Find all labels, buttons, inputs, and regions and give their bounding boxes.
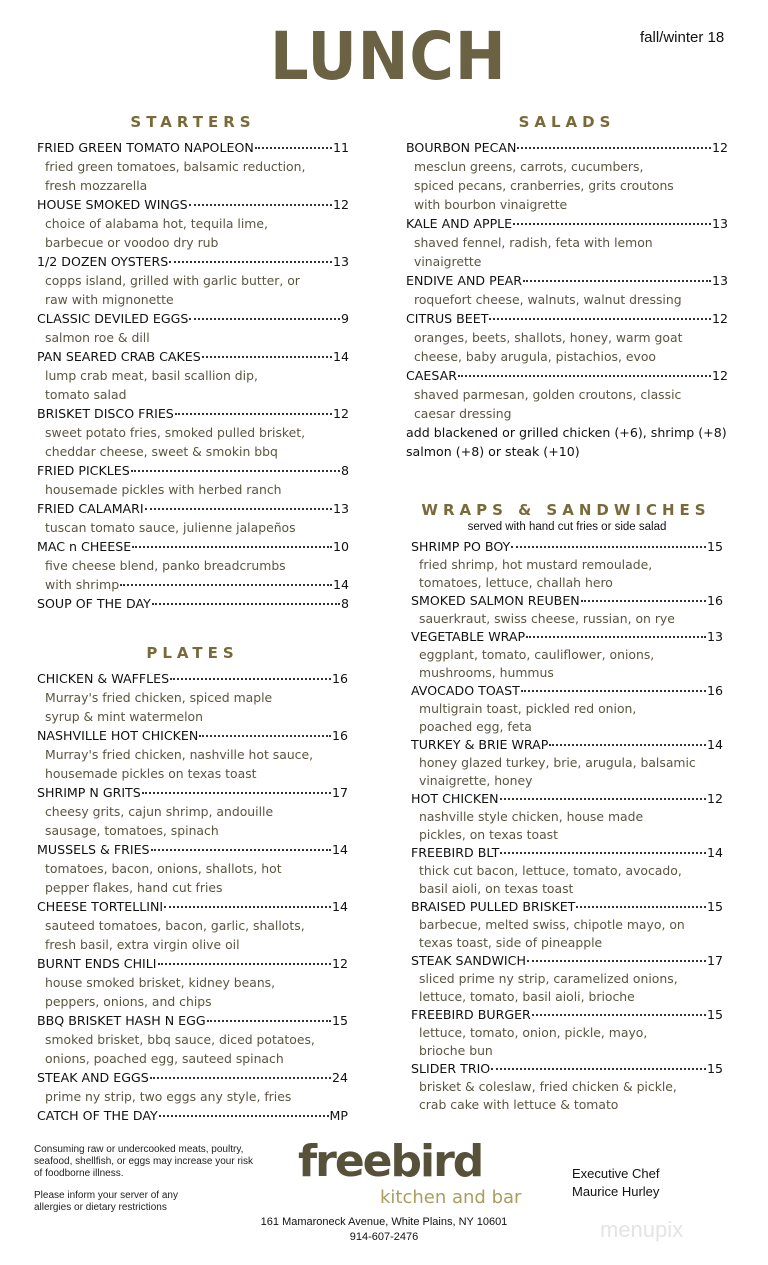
item-description: choice of alabama hot, tequila lime, (45, 216, 268, 231)
phone: 914-607-2476 (349, 1231, 419, 1243)
item-description: mushrooms, hummus (419, 665, 554, 680)
menu-item (411, 736, 723, 790)
item-line (411, 1006, 723, 1024)
item-price: 16 (331, 671, 348, 686)
item-line (37, 840, 348, 859)
menu-item (37, 1068, 348, 1106)
item-price: 12 (711, 311, 728, 326)
menu-item (37, 499, 349, 537)
dot-leader (142, 792, 331, 794)
item-price: 12 (331, 956, 348, 971)
food-warning: Consuming raw or undercooked meats, poultry, seafood, shellfish, or eggs may increase your risk of foodborne illness. (34, 1144, 253, 1179)
item-name: FRIED GREEN TOMATO NAPOLEON (37, 140, 254, 155)
item-description: sausage, tomatoes, spinach (45, 823, 219, 838)
item-price: 15 (706, 539, 723, 554)
item-description: syrup & mint watermelon (45, 709, 203, 724)
dot-leader (145, 508, 332, 510)
item-name: BRISKET DISCO FRIES (37, 406, 174, 421)
dot-leader (132, 546, 332, 548)
item-description: sweet potato fries, smoked pulled brisket, (45, 425, 306, 440)
item-price: 15 (706, 899, 723, 914)
item-description: vinaigrette (414, 254, 482, 269)
item-description: onions, poached egg, sauteed spinach (45, 1051, 284, 1066)
item-description: prime ny strip, two eggs any style, fries (45, 1089, 292, 1104)
item-description: lettuce, tomato, basil aioli, brioche (419, 989, 635, 1004)
item-line (406, 366, 728, 385)
dot-leader (151, 849, 331, 851)
menu-item (37, 537, 349, 575)
chef-credit (572, 1165, 659, 1201)
section-heading: PLATES (146, 644, 239, 662)
item-name: SHRIMP PO BOY (411, 539, 511, 554)
item-line (37, 309, 349, 328)
item-name: CAESAR (406, 368, 457, 383)
menu-item (37, 575, 349, 594)
dot-leader (170, 678, 331, 680)
item-price: 12 (711, 140, 728, 155)
item-name: FRIED CALAMARI (37, 501, 144, 516)
item-description: basil aioli, on texas toast (419, 881, 574, 896)
item-description: lettuce, tomato, onion, pickle, mayo, (419, 1025, 648, 1040)
item-name: MAC n CHEESE (37, 539, 132, 554)
watermark: menupix (600, 1217, 684, 1242)
item-description: brioche bun (419, 1043, 493, 1058)
section-heading: WRAPS & SANDWICHES (421, 501, 711, 519)
item-description: copps island, grilled with garlic butter, or (45, 273, 300, 288)
item-price: 8 (340, 596, 349, 611)
menu-item (37, 897, 348, 954)
menu-item (37, 195, 349, 252)
item-description: Murray's fried chicken, spiced maple (45, 690, 273, 705)
item-price: 12 (711, 368, 728, 383)
item-description: house smoked brisket, kidney beans, (45, 975, 276, 990)
item-name: NASHVILLE HOT CHICKEN (37, 728, 199, 743)
dot-leader (199, 735, 331, 737)
item-description: barbecue or voodoo dry rub (45, 235, 219, 250)
menu-item (406, 366, 728, 423)
item-line (411, 790, 723, 808)
dot-leader (576, 906, 706, 908)
dot-leader (207, 1020, 331, 1022)
menu-item (406, 309, 728, 366)
dot-leader (526, 636, 706, 638)
item-price: 12 (706, 791, 723, 806)
item-name: STEAK AND EGGS (37, 1070, 149, 1085)
item-name: BOURBON PECAN (406, 140, 517, 155)
item-description: spiced pecans, cranberries, grits croutons (414, 178, 674, 193)
item-description: sauerkraut, swiss cheese, russian, on rye (419, 611, 675, 626)
dot-leader (255, 147, 332, 149)
item-price: 14 (332, 349, 349, 364)
menu-item (411, 538, 723, 592)
item-price: 8 (340, 463, 349, 478)
item-description: cheese, baby arugula, pistachios, evoo (414, 349, 656, 364)
item-line (37, 347, 349, 366)
dot-leader (159, 1115, 329, 1117)
item-description: sauteed tomatoes, bacon, garlic, shallots, (45, 918, 305, 933)
item-line (37, 537, 349, 556)
item-line (37, 669, 348, 688)
item-description: texas toast, side of pineapple (419, 935, 603, 950)
item-description: fried green tomatoes, balsamic reduction, (45, 159, 306, 174)
menu-item (411, 1006, 723, 1060)
dot-leader (523, 280, 711, 282)
item-name: HOT CHICKEN (411, 791, 499, 806)
item-price: 12 (332, 197, 349, 212)
item-line (406, 309, 728, 328)
item-description: cheddar cheese, sweet & smokin bbq (45, 444, 278, 459)
item-name: SOUP OF THE DAY (37, 596, 151, 611)
item-name: CHICKEN & WAFFLES (37, 671, 170, 686)
menu-item (37, 1106, 348, 1125)
item-price: 16 (331, 728, 348, 743)
menu-item (37, 347, 349, 404)
item-description: housemade pickles on texas toast (45, 766, 257, 781)
section-heading: SALADS (518, 113, 616, 131)
item-description: poached egg, feta (419, 719, 532, 734)
item-description: crab cake with lettuce & tomato (419, 1097, 619, 1112)
item-line (406, 271, 728, 290)
menu-item (37, 404, 349, 461)
item-line (411, 592, 723, 610)
menu-item (406, 138, 728, 214)
menu-item (37, 138, 349, 195)
chef-title: Executive Chef (572, 1166, 660, 1181)
menu-item (411, 1060, 723, 1114)
item-line (37, 783, 348, 802)
item-name: CHEESE TORTELLINI (37, 899, 164, 914)
dot-leader (532, 1014, 706, 1016)
dot-leader (517, 147, 711, 149)
item-description: Murray's fried chicken, nashville hot sauce, (45, 747, 314, 762)
item-line (411, 898, 723, 916)
dot-leader (189, 204, 332, 206)
item-line (37, 1106, 348, 1125)
dot-leader (120, 584, 332, 586)
item-description: tomato salad (45, 387, 127, 402)
item-line (37, 252, 349, 271)
item-name: CATCH OF THE DAY (37, 1108, 158, 1123)
item-name: TURKEY & BRIE WRAP (411, 737, 549, 752)
item-line (37, 1068, 348, 1087)
item-line (37, 954, 348, 973)
menu-item (37, 669, 348, 726)
dot-leader (489, 318, 711, 320)
item-description: housemade pickles with herbed ranch (45, 482, 282, 497)
item-price: 12 (332, 406, 349, 421)
item-name: VEGETABLE WRAP (411, 629, 526, 644)
item-line (37, 897, 348, 916)
logo: freebird (298, 1136, 483, 1187)
dot-leader (131, 470, 340, 472)
item-price: 17 (706, 953, 723, 968)
menu-item (411, 682, 723, 736)
item-line (411, 682, 723, 700)
item-price: 15 (331, 1013, 348, 1028)
item-description: five cheese blend, panko breadcrumbs (45, 558, 286, 573)
item-line (37, 461, 349, 480)
dot-leader (202, 356, 332, 358)
menu-item (37, 252, 349, 309)
item-line (406, 138, 728, 157)
item-line (37, 404, 349, 423)
wraps-section (411, 500, 723, 1114)
item-name: SLIDER TRIO (411, 1061, 491, 1076)
item-line (406, 214, 728, 233)
menu-item (411, 952, 723, 1006)
page-title: LUNCH (270, 18, 507, 95)
dot-leader (169, 261, 332, 263)
dot-leader (458, 375, 711, 377)
item-price: 16 (706, 683, 723, 698)
item-price: 14 (706, 845, 723, 860)
address: 161 Mamaroneck Avenue, White Plains, NY 10601 (260, 1216, 508, 1228)
item-name: SHRIMP N GRITS (37, 785, 141, 800)
menu-item (37, 461, 349, 499)
allergy-notice: Please inform your server of any allergies or dietary restrictions (34, 1190, 178, 1213)
item-name: ENDIVE AND PEAR (406, 273, 523, 288)
dot-leader (189, 318, 340, 320)
item-description: honey glazed turkey, brie, arugula, balsamic (419, 755, 696, 770)
item-price: 24 (331, 1070, 348, 1085)
dot-leader (521, 690, 706, 692)
item-line (411, 538, 723, 556)
item-description: shaved fennel, radish, feta with lemon (414, 235, 653, 250)
item-line (411, 628, 723, 646)
dot-leader (158, 963, 331, 965)
dot-leader (513, 223, 711, 225)
dot-leader (175, 413, 332, 415)
item-description: sliced prime ny strip, caramelized onions, (419, 971, 678, 986)
item-description: eggplant, tomato, cauliflower, onions, (419, 647, 655, 662)
item-price: 15 (706, 1061, 723, 1076)
menu-item (37, 309, 349, 347)
item-name: CLASSIC DEVILED EGGS (37, 311, 189, 326)
dot-leader (500, 798, 706, 800)
item-name: SMOKED SALMON REUBEN (411, 593, 580, 608)
dot-leader (491, 1068, 706, 1070)
item-description: barbecue, melted swiss, chipotle mayo, on (419, 917, 685, 932)
item-price: 14 (332, 577, 349, 592)
dot-leader (549, 744, 706, 746)
dot-leader (511, 546, 706, 548)
item-name: CITRUS BEET (406, 311, 489, 326)
dot-leader (150, 1077, 331, 1079)
item-description: fresh basil, extra virgin olive oil (45, 937, 240, 952)
item-price: 9 (340, 311, 349, 326)
item-description: brisket & coleslaw, fried chicken & pickle, (419, 1079, 677, 1094)
menu-item (411, 628, 723, 682)
item-price: 13 (332, 501, 349, 516)
item-description: vinaigrette, honey (419, 773, 533, 788)
item-line (37, 726, 348, 745)
item-description: tomatoes, bacon, onions, shallots, hot (45, 861, 282, 876)
item-name: STEAK SANDWICH (411, 953, 526, 968)
item-line (411, 952, 723, 970)
dot-leader (152, 603, 340, 605)
item-name: AVOCADO TOAST (411, 683, 520, 698)
menu-item (37, 954, 348, 1011)
item-description: thick cut bacon, lettuce, tomato, avocado, (419, 863, 682, 878)
item-price: 13 (706, 629, 723, 644)
item-description: pepper flakes, hand cut fries (45, 880, 223, 895)
chef-name: Maurice Hurley (572, 1184, 660, 1199)
starters-section (37, 112, 349, 613)
item-name: HOUSE SMOKED WINGS (37, 197, 188, 212)
item-price: 14 (331, 899, 348, 914)
item-description: tomatoes, lettuce, challah hero (419, 575, 613, 590)
item-name: 1/2 DOZEN OYSTERS (37, 254, 169, 269)
item-description: smoked brisket, bbq sauce, diced potatoes, (45, 1032, 315, 1047)
item-line (411, 1060, 723, 1078)
item-name: FRIED PICKLES (37, 463, 130, 478)
item-description: shaved parmesan, golden croutons, classic (414, 387, 682, 402)
item-line (37, 594, 349, 613)
item-line (37, 195, 349, 214)
item-description: nashville style chicken, house made (419, 809, 644, 824)
item-price: 11 (332, 140, 349, 155)
item-price: 17 (331, 785, 348, 800)
dot-leader (581, 600, 706, 602)
section-subtitle: served with hand cut fries or side salad (467, 521, 667, 533)
item-description: mesclun greens, carrots, cucumbers, (414, 159, 644, 174)
item-line (37, 138, 349, 157)
item-description: peppers, onions, and chips (45, 994, 212, 1009)
menu-item (37, 1011, 348, 1068)
item-description: tuscan tomato sauce, julienne jalapeños (45, 520, 296, 535)
dot-leader (164, 906, 331, 908)
item-description: raw with mignonette (45, 292, 174, 307)
item-line (411, 736, 723, 754)
menu-item (37, 594, 349, 613)
season-label: fall/winter 18 (640, 29, 725, 46)
menu-item (411, 790, 723, 844)
item-name: KALE AND APPLE (406, 216, 513, 231)
item-name: FREEBIRD BURGER (411, 1007, 531, 1022)
item-description: with bourbon vinaigrette (414, 197, 568, 212)
salads-section (406, 112, 728, 461)
item-name: FREEBIRD BLT (411, 845, 500, 860)
salad-addons-note: add blackened or grilled chicken (+6), shrimp (+8) salmon (+8) or steak (+10) (406, 425, 727, 459)
item-description: fresh mozzarella (45, 178, 148, 193)
item-price: 13 (332, 254, 349, 269)
logo-subtitle: kitchen and bar (380, 1187, 522, 1208)
menu-item (37, 840, 348, 897)
menu-item (37, 726, 348, 783)
item-description: cheesy grits, cajun shrimp, andouille (45, 804, 274, 819)
item-description: pickles, on texas toast (419, 827, 558, 842)
item-description: salmon roe & dill (45, 330, 150, 345)
item-price: 14 (706, 737, 723, 752)
item-name: BBQ BRISKET HASH N EGG (37, 1013, 206, 1028)
item-description: caesar dressing (414, 406, 512, 421)
section-heading: STARTERS (130, 113, 256, 131)
item-description: multigrain toast, pickled red onion, (419, 701, 637, 716)
item-line (37, 1011, 348, 1030)
item-description: fried shrimp, hot mustard remoulade, (419, 557, 653, 572)
item-price: MP (329, 1108, 348, 1123)
item-description: oranges, beets, shallots, honey, warm goat (414, 330, 683, 345)
item-description: roquefort cheese, walnuts, walnut dressing (414, 292, 682, 307)
item-name: BRAISED PULLED BRISKET (411, 899, 576, 914)
dot-leader (527, 960, 706, 962)
item-name: PAN SEARED CRAB CAKES (37, 349, 201, 364)
item-name: BURNT ENDS CHILI (37, 956, 157, 971)
menu-item (37, 783, 348, 840)
item-description: lump crab meat, basil scallion dip, (45, 368, 258, 383)
item-line (37, 575, 349, 594)
item-price: 14 (331, 842, 348, 857)
item-name: MUSSELS & FRIES (37, 842, 150, 857)
menu-item (411, 592, 723, 628)
item-line (37, 499, 349, 518)
item-line (411, 844, 723, 862)
item-price: 15 (706, 1007, 723, 1022)
menu-item (406, 271, 728, 309)
item-name: with shrimp (45, 577, 120, 592)
item-price: 13 (711, 273, 728, 288)
menu-item (411, 898, 723, 952)
item-price: 16 (706, 593, 723, 608)
item-price: 10 (332, 539, 349, 554)
menu-item (411, 844, 723, 898)
plates-section (37, 643, 348, 1125)
menu-item (406, 214, 728, 271)
dot-leader (500, 852, 706, 854)
item-price: 13 (711, 216, 728, 231)
